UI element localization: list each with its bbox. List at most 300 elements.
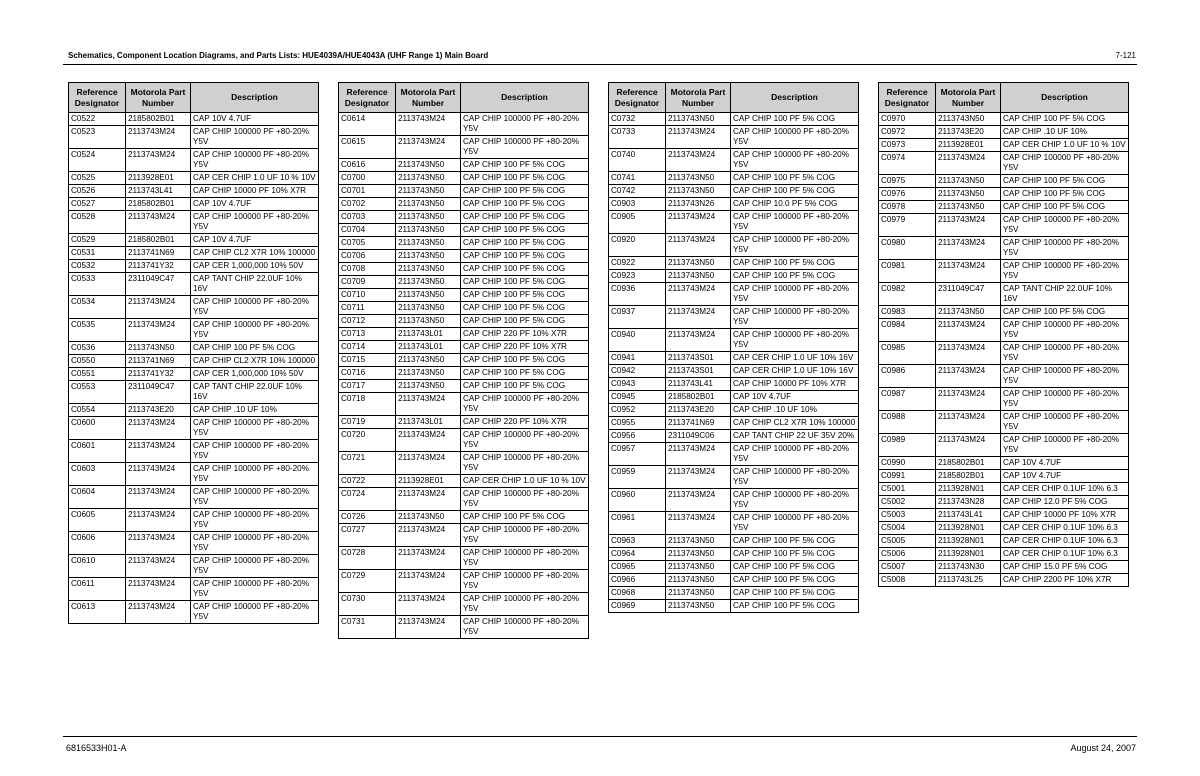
ref-designator-cell: C0974	[879, 152, 936, 175]
part-number-cell: 2113743M24	[396, 429, 461, 452]
description-cell: CAP CHIP 100 PF 5% COG	[461, 185, 589, 198]
part-number-cell: 2113743N50	[666, 185, 731, 198]
part-number-cell: 2113743S01	[666, 352, 731, 365]
part-number-cell: 2113743N50	[936, 201, 1001, 214]
part-number-cell: 2113743M24	[396, 488, 461, 511]
part-number-cell: 2113743L41	[666, 378, 731, 391]
table-row	[609, 365, 859, 378]
description-cell: CAP CER CHIP 1.0 UF 10 % 10V	[1001, 139, 1129, 152]
part-number-cell: 2113743M24	[936, 342, 1001, 365]
table-row	[609, 283, 859, 306]
description-cell: CAP CHIP 10000 PF 10% X7R	[191, 185, 319, 198]
part-number-cell: 2113743M24	[936, 319, 1001, 342]
table-row	[879, 214, 1129, 237]
col-header-part-number: Motorola Part Number	[396, 83, 461, 113]
part-number-cell: 2113928E01	[936, 139, 1001, 152]
description-cell: CAP CHIP 100000 PF +80-20% Y5V	[1001, 237, 1129, 260]
description-cell: CAP CHIP 100000 PF +80-20% Y5V	[731, 149, 859, 172]
description-cell: CAP CHIP 100000 PF +80-20% Y5V	[461, 429, 589, 452]
description-cell: CAP CHIP 100000 PF +80-20% Y5V	[461, 393, 589, 416]
description-cell: CAP CHIP 100 PF 5% COG	[1001, 306, 1129, 319]
description-cell: CAP CHIP 15.0 PF 5% COG	[1001, 561, 1129, 574]
ref-designator-cell: C0615	[339, 136, 396, 159]
table-row	[339, 416, 589, 429]
description-cell: CAP CHIP 100000 PF +80-20% Y5V	[1001, 342, 1129, 365]
description-cell: CAP CHIP 2200 PF 10% X7R	[1001, 574, 1129, 587]
part-number-cell: 2113743M24	[126, 149, 191, 172]
table-row	[69, 260, 319, 273]
part-number-cell: 2113743M24	[666, 306, 731, 329]
part-number-cell: 2113928E01	[126, 172, 191, 185]
table-row	[69, 342, 319, 355]
ref-designator-cell: C0905	[609, 211, 666, 234]
table-row	[609, 306, 859, 329]
ref-designator-cell: C0937	[609, 306, 666, 329]
table-row	[879, 535, 1129, 548]
description-cell: CAP CER CHIP 1.0 UF 10 % 10V	[191, 172, 319, 185]
description-cell: CAP CHIP 100000 PF +80-20% Y5V	[191, 509, 319, 532]
col-header-ref-designator: Reference Designator	[879, 83, 936, 113]
ref-designator-cell: C0717	[339, 380, 396, 393]
table-row	[609, 391, 859, 404]
part-number-cell: 2113743N50	[666, 548, 731, 561]
table-row	[339, 488, 589, 511]
part-number-cell: 2311049C06	[666, 430, 731, 443]
table-header-row	[339, 83, 589, 113]
part-number-cell: 2113928N01	[936, 548, 1001, 561]
description-cell: CAP CER 1,000,000 10% 50V	[191, 260, 319, 273]
ref-designator-cell: C0730	[339, 593, 396, 616]
description-cell: CAP CHIP 220 PF 10% X7R	[461, 328, 589, 341]
table-row	[879, 188, 1129, 201]
part-number-cell: 2113743M24	[666, 443, 731, 466]
part-number-cell: 2113743M24	[396, 547, 461, 570]
part-number-cell: 2113743M24	[126, 211, 191, 234]
header-rule	[63, 64, 1137, 65]
ref-designator-cell: C0719	[339, 416, 396, 429]
description-cell: CAP CHIP 100 PF 5% COG	[461, 380, 589, 393]
table-row	[879, 574, 1129, 587]
description-cell: CAP CHIP 100 PF 5% COG	[731, 561, 859, 574]
part-number-cell: 2113743M24	[396, 452, 461, 475]
description-cell: CAP CHIP 100 PF 5% COG	[191, 342, 319, 355]
table-row	[69, 417, 319, 440]
table-row	[879, 388, 1129, 411]
table-row	[339, 475, 589, 488]
ref-designator-cell: C0528	[69, 211, 126, 234]
ref-designator-cell: C0720	[339, 429, 396, 452]
description-cell: CAP CHIP 100 PF 5% COG	[461, 276, 589, 289]
description-cell: CAP CHIP 100 PF 5% COG	[731, 172, 859, 185]
description-cell: CAP CHIP 100000 PF +80-20% Y5V	[731, 466, 859, 489]
footer-rule	[63, 736, 1137, 737]
table-header-row	[609, 83, 859, 113]
description-cell: CAP CHIP 100000 PF +80-20% Y5V	[1001, 152, 1129, 175]
part-number-cell: 2113743N50	[396, 315, 461, 328]
part-number-cell: 2113743N50	[666, 574, 731, 587]
ref-designator-cell: C0614	[339, 113, 396, 136]
ref-designator-cell: C0610	[69, 555, 126, 578]
description-cell: CAP CHIP 100000 PF +80-20% Y5V	[191, 149, 319, 172]
part-number-cell: 2113743N30	[936, 561, 1001, 574]
description-cell: CAP CER CHIP 1.0 UF 10% 16V	[731, 352, 859, 365]
description-cell: CAP CHIP 100000 PF +80-20% Y5V	[1001, 260, 1129, 283]
ref-designator-cell: C0989	[879, 434, 936, 457]
part-number-cell: 2113743N50	[396, 511, 461, 524]
ref-designator-cell: C5004	[879, 522, 936, 535]
ref-designator-cell: C0740	[609, 149, 666, 172]
description-cell: CAP CHIP 100000 PF +80-20% Y5V	[1001, 214, 1129, 237]
table-row	[609, 211, 859, 234]
part-number-cell: 2113743M24	[666, 126, 731, 149]
description-cell: CAP CHIP 100000 PF +80-20% Y5V	[191, 555, 319, 578]
parts-table-2	[338, 82, 589, 639]
ref-designator-cell: C0529	[69, 234, 126, 247]
description-cell: CAP CHIP 100000 PF +80-20% Y5V	[1001, 411, 1129, 434]
table-row	[879, 483, 1129, 496]
ref-designator-cell: C0703	[339, 211, 396, 224]
ref-designator-cell: C0535	[69, 319, 126, 342]
ref-designator-cell: C0985	[879, 342, 936, 365]
part-number-cell: 2113743M24	[666, 234, 731, 257]
description-cell: CAP CHIP 100000 PF +80-20% Y5V	[461, 616, 589, 639]
table-row	[609, 257, 859, 270]
ref-designator-cell: C0701	[339, 185, 396, 198]
ref-designator-cell: C0978	[879, 201, 936, 214]
table-row	[69, 355, 319, 368]
part-number-cell: 2113743N50	[396, 354, 461, 367]
part-number-cell: 2113743M24	[666, 512, 731, 535]
part-number-cell: 2113743M24	[126, 532, 191, 555]
table-row	[339, 263, 589, 276]
part-number-cell: 2113743M24	[126, 296, 191, 319]
description-cell: CAP CHIP .10 UF 10%	[191, 404, 319, 417]
part-number-cell: 2113743M24	[936, 388, 1001, 411]
table-row	[609, 113, 859, 126]
description-cell: CAP CHIP 100000 PF +80-20% Y5V	[731, 489, 859, 512]
ref-designator-cell: C0710	[339, 289, 396, 302]
description-cell: CAP CHIP 100000 PF +80-20% Y5V	[1001, 319, 1129, 342]
table-row	[339, 172, 589, 185]
part-number-cell: 2113928N01	[936, 522, 1001, 535]
part-number-cell: 2113743L01	[396, 328, 461, 341]
tables-region	[68, 82, 1129, 639]
part-number-cell: 2113743M24	[666, 283, 731, 306]
part-number-cell: 2113743N50	[396, 276, 461, 289]
part-number-cell: 2113743M24	[126, 555, 191, 578]
part-number-cell: 2113743M24	[936, 411, 1001, 434]
description-cell: CAP CHIP 220 PF 10% X7R	[461, 341, 589, 354]
ref-designator-cell: C0718	[339, 393, 396, 416]
part-number-cell: 2113743M24	[936, 152, 1001, 175]
ref-designator-cell: C0721	[339, 452, 396, 475]
description-cell: CAP CHIP 100 PF 5% COG	[461, 263, 589, 276]
description-cell: CAP CHIP 100000 PF +80-20% Y5V	[461, 570, 589, 593]
description-cell: CAP CHIP 100000 PF +80-20% Y5V	[191, 126, 319, 149]
part-number-cell: 2113743M24	[396, 593, 461, 616]
description-cell: CAP 10V 4.7UF	[191, 198, 319, 211]
part-number-cell: 2113743N50	[936, 306, 1001, 319]
ref-designator-cell: C0722	[339, 475, 396, 488]
ref-designator-cell: C0733	[609, 126, 666, 149]
ref-designator-cell: C5002	[879, 496, 936, 509]
part-number-cell: 2113743M24	[666, 466, 731, 489]
description-cell: CAP CHIP 100000 PF +80-20% Y5V	[731, 512, 859, 535]
part-number-cell: 2113743S01	[666, 365, 731, 378]
table-row	[339, 380, 589, 393]
footer-date: August 24, 2007	[1070, 743, 1136, 753]
ref-designator-cell: C0706	[339, 250, 396, 263]
part-number-cell: 2113743L41	[126, 185, 191, 198]
ref-designator-cell: C0742	[609, 185, 666, 198]
table-row	[339, 250, 589, 263]
description-cell: CAP CHIP 100 PF 5% COG	[731, 548, 859, 561]
ref-designator-cell: C0522	[69, 113, 126, 126]
part-number-cell: 2113743N50	[396, 159, 461, 172]
col-header-part-number: Motorola Part Number	[936, 83, 1001, 113]
ref-designator-cell: C0979	[879, 214, 936, 237]
table-row	[339, 429, 589, 452]
table-row	[339, 328, 589, 341]
ref-designator-cell: C0980	[879, 237, 936, 260]
table-row	[339, 593, 589, 616]
part-number-cell: 2113743L41	[936, 509, 1001, 522]
description-cell: CAP CHIP 100 PF 5% COG	[461, 302, 589, 315]
part-number-cell: 2113743M24	[936, 365, 1001, 388]
description-cell: CAP CHIP 100000 PF +80-20% Y5V	[731, 234, 859, 257]
table-row	[879, 319, 1129, 342]
description-cell: CAP CER 1,000,000 10% 50V	[191, 368, 319, 381]
ref-designator-cell: C0709	[339, 276, 396, 289]
description-cell: CAP CHIP CL2 X7R 10% 100000	[191, 355, 319, 368]
table-row	[339, 524, 589, 547]
description-cell: CAP CHIP 100000 PF +80-20% Y5V	[1001, 434, 1129, 457]
table-row	[609, 198, 859, 211]
part-number-cell: 2113743N50	[396, 237, 461, 250]
ref-designator-cell: C0531	[69, 247, 126, 260]
part-number-cell: 2113743N50	[396, 263, 461, 276]
table-row	[339, 211, 589, 224]
ref-designator-cell: C0729	[339, 570, 396, 593]
part-number-cell: 2113743N50	[396, 380, 461, 393]
part-number-cell: 2113743M24	[126, 509, 191, 532]
table-row	[609, 512, 859, 535]
description-cell: CAP CHIP 100000 PF +80-20% Y5V	[461, 488, 589, 511]
description-cell: CAP CHIP 100 PF 5% COG	[731, 185, 859, 198]
table-row	[69, 509, 319, 532]
ref-designator-cell: C0988	[879, 411, 936, 434]
table-row	[879, 509, 1129, 522]
part-number-cell: 2113743M24	[936, 237, 1001, 260]
ref-designator-cell: C0982	[879, 283, 936, 306]
ref-designator-cell: C0724	[339, 488, 396, 511]
ref-designator-cell: C0942	[609, 365, 666, 378]
table-row	[339, 315, 589, 328]
table-row	[339, 185, 589, 198]
col-header-ref-designator: Reference Designator	[609, 83, 666, 113]
ref-designator-cell: C0975	[879, 175, 936, 188]
part-number-cell: 2113743E20	[666, 404, 731, 417]
part-number-cell: 2113743N50	[666, 270, 731, 283]
part-number-cell: 2113743N50	[936, 175, 1001, 188]
description-cell: CAP CHIP CL2 X7R 10% 100000	[191, 247, 319, 260]
description-cell: CAP CHIP 100000 PF +80-20% Y5V	[731, 329, 859, 352]
ref-designator-cell: C0603	[69, 463, 126, 486]
description-cell: CAP CHIP 100 PF 5% COG	[1001, 188, 1129, 201]
ref-designator-cell: C0604	[69, 486, 126, 509]
ref-designator-cell: C0554	[69, 404, 126, 417]
ref-designator-cell: C0936	[609, 283, 666, 306]
description-cell: CAP TANT CHIP 22 UF 35V 20%	[731, 430, 859, 443]
part-number-cell: 2113743N50	[666, 257, 731, 270]
part-number-cell: 2113743N50	[396, 367, 461, 380]
col-header-description: Description	[191, 83, 319, 113]
table-row	[879, 175, 1129, 188]
description-cell: CAP CHIP 100 PF 5% COG	[1001, 201, 1129, 214]
description-cell: CAP CHIP 100 PF 5% COG	[461, 354, 589, 367]
ref-designator-cell: C0966	[609, 574, 666, 587]
table-header-row	[879, 83, 1129, 113]
description-cell: CAP 10V 4.7UF	[191, 113, 319, 126]
parts-table-1	[68, 82, 319, 624]
table-row	[339, 113, 589, 136]
ref-designator-cell: C0702	[339, 198, 396, 211]
part-number-cell: 2113743N50	[396, 185, 461, 198]
part-number-cell: 2113741N69	[126, 247, 191, 260]
part-number-cell: 2113743N50	[396, 289, 461, 302]
description-cell: CAP CER CHIP 1.0 UF 10% 16V	[731, 365, 859, 378]
table-row	[339, 198, 589, 211]
table-row	[609, 430, 859, 443]
ref-designator-cell: C0551	[69, 368, 126, 381]
ref-designator-cell: C0963	[609, 535, 666, 548]
description-cell: CAP CHIP 100000 PF +80-20% Y5V	[731, 306, 859, 329]
table-row	[339, 276, 589, 289]
ref-designator-cell: C0920	[609, 234, 666, 257]
ref-designator-cell: C0957	[609, 443, 666, 466]
ref-designator-cell: C0532	[69, 260, 126, 273]
table-row	[69, 578, 319, 601]
table-row	[69, 198, 319, 211]
table-row	[609, 185, 859, 198]
table-row	[69, 113, 319, 126]
ref-designator-cell: C0973	[879, 139, 936, 152]
table-row	[69, 532, 319, 555]
part-number-cell: 2113743E20	[126, 404, 191, 417]
description-cell: CAP CHIP 12.0 PF 5% COG	[1001, 496, 1129, 509]
part-number-cell: 2113743N50	[936, 113, 1001, 126]
ref-designator-cell: C0986	[879, 365, 936, 388]
table-row	[339, 237, 589, 250]
table-row	[609, 172, 859, 185]
ref-designator-cell: C0606	[69, 532, 126, 555]
description-cell: CAP CHIP 100 PF 5% COG	[461, 289, 589, 302]
part-number-cell: 2113743M24	[126, 578, 191, 601]
part-number-cell: 2113743M24	[936, 434, 1001, 457]
ref-designator-cell: C0616	[339, 159, 396, 172]
table-row	[609, 561, 859, 574]
part-number-cell: 2113743N50	[126, 342, 191, 355]
part-number-cell: 2113743N50	[936, 188, 1001, 201]
ref-designator-cell: C0922	[609, 257, 666, 270]
part-number-cell: 2113743N50	[396, 198, 461, 211]
part-number-cell: 2113743N50	[666, 172, 731, 185]
description-cell: CAP CER CHIP 1.0 UF 10 % 10V	[461, 475, 589, 488]
table-row	[879, 522, 1129, 535]
description-cell: CAP CHIP 10.0 PF 5% COG	[731, 198, 859, 211]
table-row	[339, 354, 589, 367]
description-cell: CAP CHIP 100000 PF +80-20% Y5V	[461, 452, 589, 475]
page-header-title: Schematics, Component Location Diagrams, and Parts Lists: HUE4039A/HUE4043A (UHF Range 1) Main Board	[68, 51, 489, 60]
part-number-cell: 2113743N50	[666, 587, 731, 600]
table-row	[339, 367, 589, 380]
part-number-cell: 2113741Y32	[126, 368, 191, 381]
table-row	[69, 273, 319, 296]
ref-designator-cell: C0943	[609, 378, 666, 391]
part-number-cell: 2113743M24	[666, 329, 731, 352]
table-row	[69, 296, 319, 319]
ref-designator-cell: C0711	[339, 302, 396, 315]
table-row	[69, 247, 319, 260]
part-number-cell: 2113743M24	[126, 319, 191, 342]
ref-designator-cell: C0705	[339, 237, 396, 250]
ref-designator-cell: C0605	[69, 509, 126, 532]
table-row	[879, 561, 1129, 574]
table-row	[609, 234, 859, 257]
description-cell: CAP CHIP 100 PF 5% COG	[731, 113, 859, 126]
table-row	[879, 457, 1129, 470]
part-number-cell: 2113743N50	[666, 535, 731, 548]
ref-designator-cell: C0727	[339, 524, 396, 547]
table-row	[879, 548, 1129, 561]
ref-designator-cell: C5003	[879, 509, 936, 522]
part-number-cell: 2113743N50	[666, 561, 731, 574]
part-number-cell: 2185802B01	[126, 113, 191, 126]
description-cell: CAP CHIP 100 PF 5% COG	[461, 224, 589, 237]
part-number-cell: 2113743M24	[666, 149, 731, 172]
ref-designator-cell: C0732	[609, 113, 666, 126]
table-row	[609, 535, 859, 548]
ref-designator-cell: C0553	[69, 381, 126, 404]
table-row	[339, 452, 589, 475]
part-number-cell: 2113743M24	[396, 570, 461, 593]
part-number-cell: 2113928E01	[396, 475, 461, 488]
part-number-cell: 2113743M24	[396, 616, 461, 639]
ref-designator-cell: C0965	[609, 561, 666, 574]
description-cell: CAP CHIP .10 UF 10%	[1001, 126, 1129, 139]
part-number-cell: 2113743M24	[126, 417, 191, 440]
description-cell: CAP CER CHIP 0.1UF 10% 6.3	[1001, 535, 1129, 548]
ref-designator-cell: C0524	[69, 149, 126, 172]
description-cell: CAP 10V 4.7UF	[191, 234, 319, 247]
table-row	[69, 185, 319, 198]
description-cell: CAP CHIP 100 PF 5% COG	[461, 172, 589, 185]
description-cell: CAP CHIP 220 PF 10% X7R	[461, 416, 589, 429]
ref-designator-cell: C0613	[69, 601, 126, 624]
col-header-description: Description	[1001, 83, 1129, 113]
ref-designator-cell: C0990	[879, 457, 936, 470]
ref-designator-cell: C5006	[879, 548, 936, 561]
table-row	[879, 139, 1129, 152]
part-number-cell: 2113743M24	[126, 601, 191, 624]
description-cell: CAP CHIP 100 PF 5% COG	[731, 587, 859, 600]
table-row	[609, 329, 859, 352]
part-number-cell: 2185802B01	[666, 391, 731, 404]
part-number-cell: 2113743M24	[126, 486, 191, 509]
ref-designator-cell: C0536	[69, 342, 126, 355]
part-number-cell: 2113743E20	[936, 126, 1001, 139]
description-cell: CAP CHIP 100 PF 5% COG	[461, 511, 589, 524]
